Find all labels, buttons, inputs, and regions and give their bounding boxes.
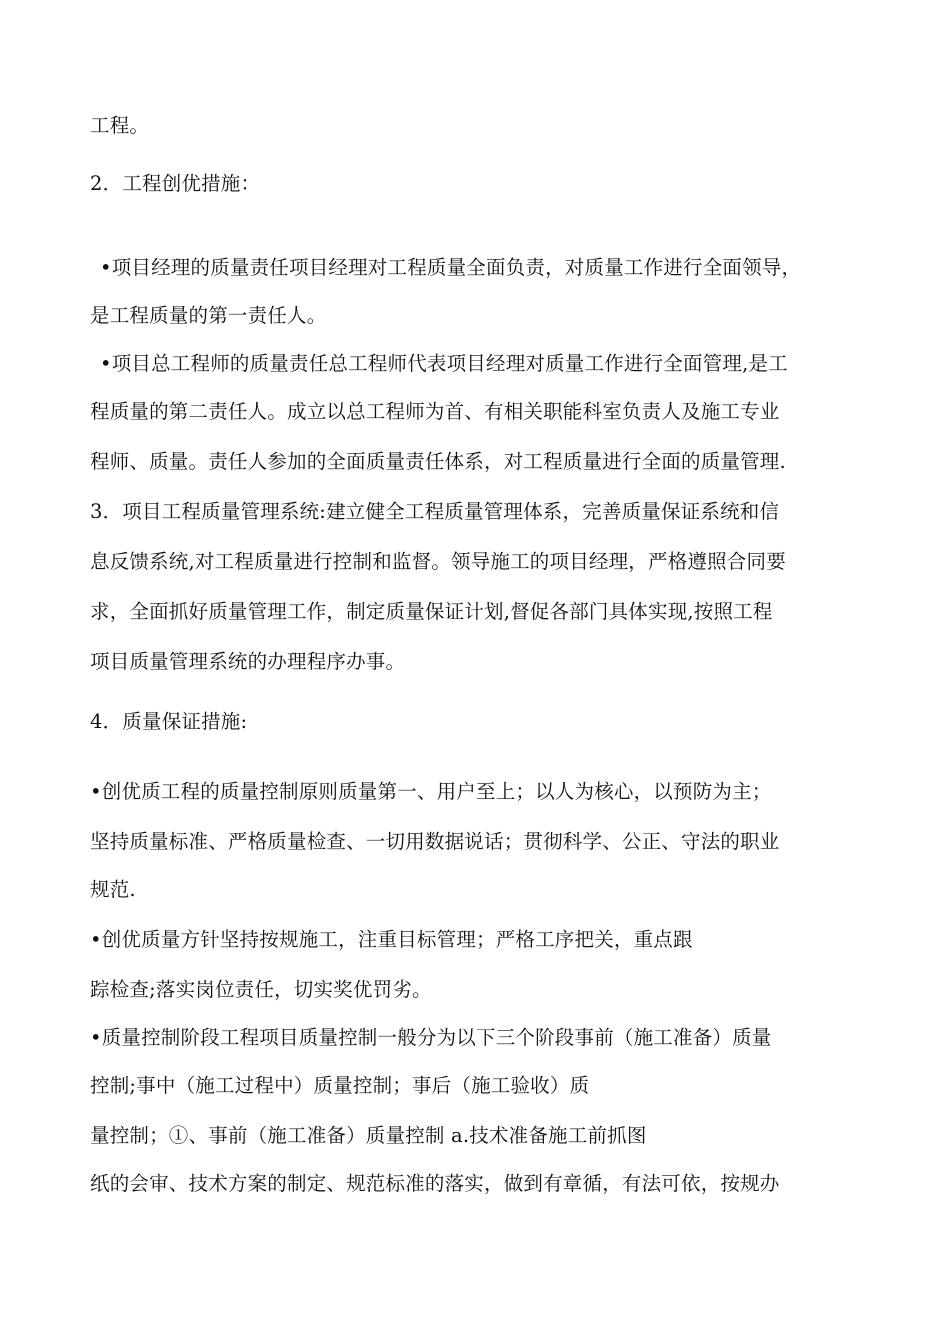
text-line: 息反馈系统,对工程质量进行控制和监督。领导施工的项目经理，严格遵照合同要 [90, 550, 786, 573]
text-line: 踪检查;落实岗位责任，切实奖优罚劣。 [90, 978, 432, 1001]
text-line: 程师、质量。责任人参加的全面质量责任体系，对工程质量进行全面的质量管理. [90, 450, 786, 473]
text-line: 程质量的第二责任人。成立以总工程师为首、有相关职能科室负责人及施工专业 [90, 400, 780, 423]
bullet-paragraph: •创优质工程的质量控制原则质量第一、用户至上；以人为核心，以预防为主； [90, 780, 772, 803]
text-line: 纸的会审、技术方案的制定、规范标准的落实，做到有章循，有法可依，按规办 [90, 1172, 780, 1195]
text-line: 工程。 [90, 114, 150, 137]
section-heading: 2．工程创优措施： [90, 172, 261, 195]
bullet-paragraph: •创优质量方针坚持按规施工，注重目标管理；严格工序把关，重点跟 [90, 928, 693, 951]
section-heading: 3．项目工程质量管理系统:建立健全工程质量管理体系，完善质量保证系统和信 [90, 500, 780, 523]
text-line: 求，全面抓好质量管理工作，制定质量保证计划,督促各部门具体实现,按照工程 [90, 600, 773, 623]
text-line: 坚持质量标准、严格质量检查、一切用数据说话；贯彻科学、公正、守法的职业 [90, 830, 780, 853]
text-line: 项目质量管理系统的办理程序办事。 [90, 650, 406, 673]
bullet-paragraph: •质量控制阶段工程项目质量控制一般分为以下三个阶段事前（施工准备）质量 [90, 1026, 772, 1049]
text-line: 规范. [90, 878, 136, 901]
bullet-paragraph: •项目经理的质量责任项目经理对工程质量全面负责，对质量工作进行全面领导， [100, 256, 802, 279]
text-line: 是工程质量的第一责任人。 [90, 304, 327, 327]
bullet-paragraph: •项目总工程师的质量责任总工程师代表项目经理对质量工作进行全面管理,是工 [100, 352, 788, 375]
text-line: 量控制；①、事前（施工准备）质量控制 a.技术准备施工前抓图 [90, 1124, 647, 1147]
text-line: 控制;事中（施工过程中）质量控制；事后（施工验收）质 [90, 1074, 590, 1097]
section-heading: 4．质量保证措施: [90, 710, 248, 733]
